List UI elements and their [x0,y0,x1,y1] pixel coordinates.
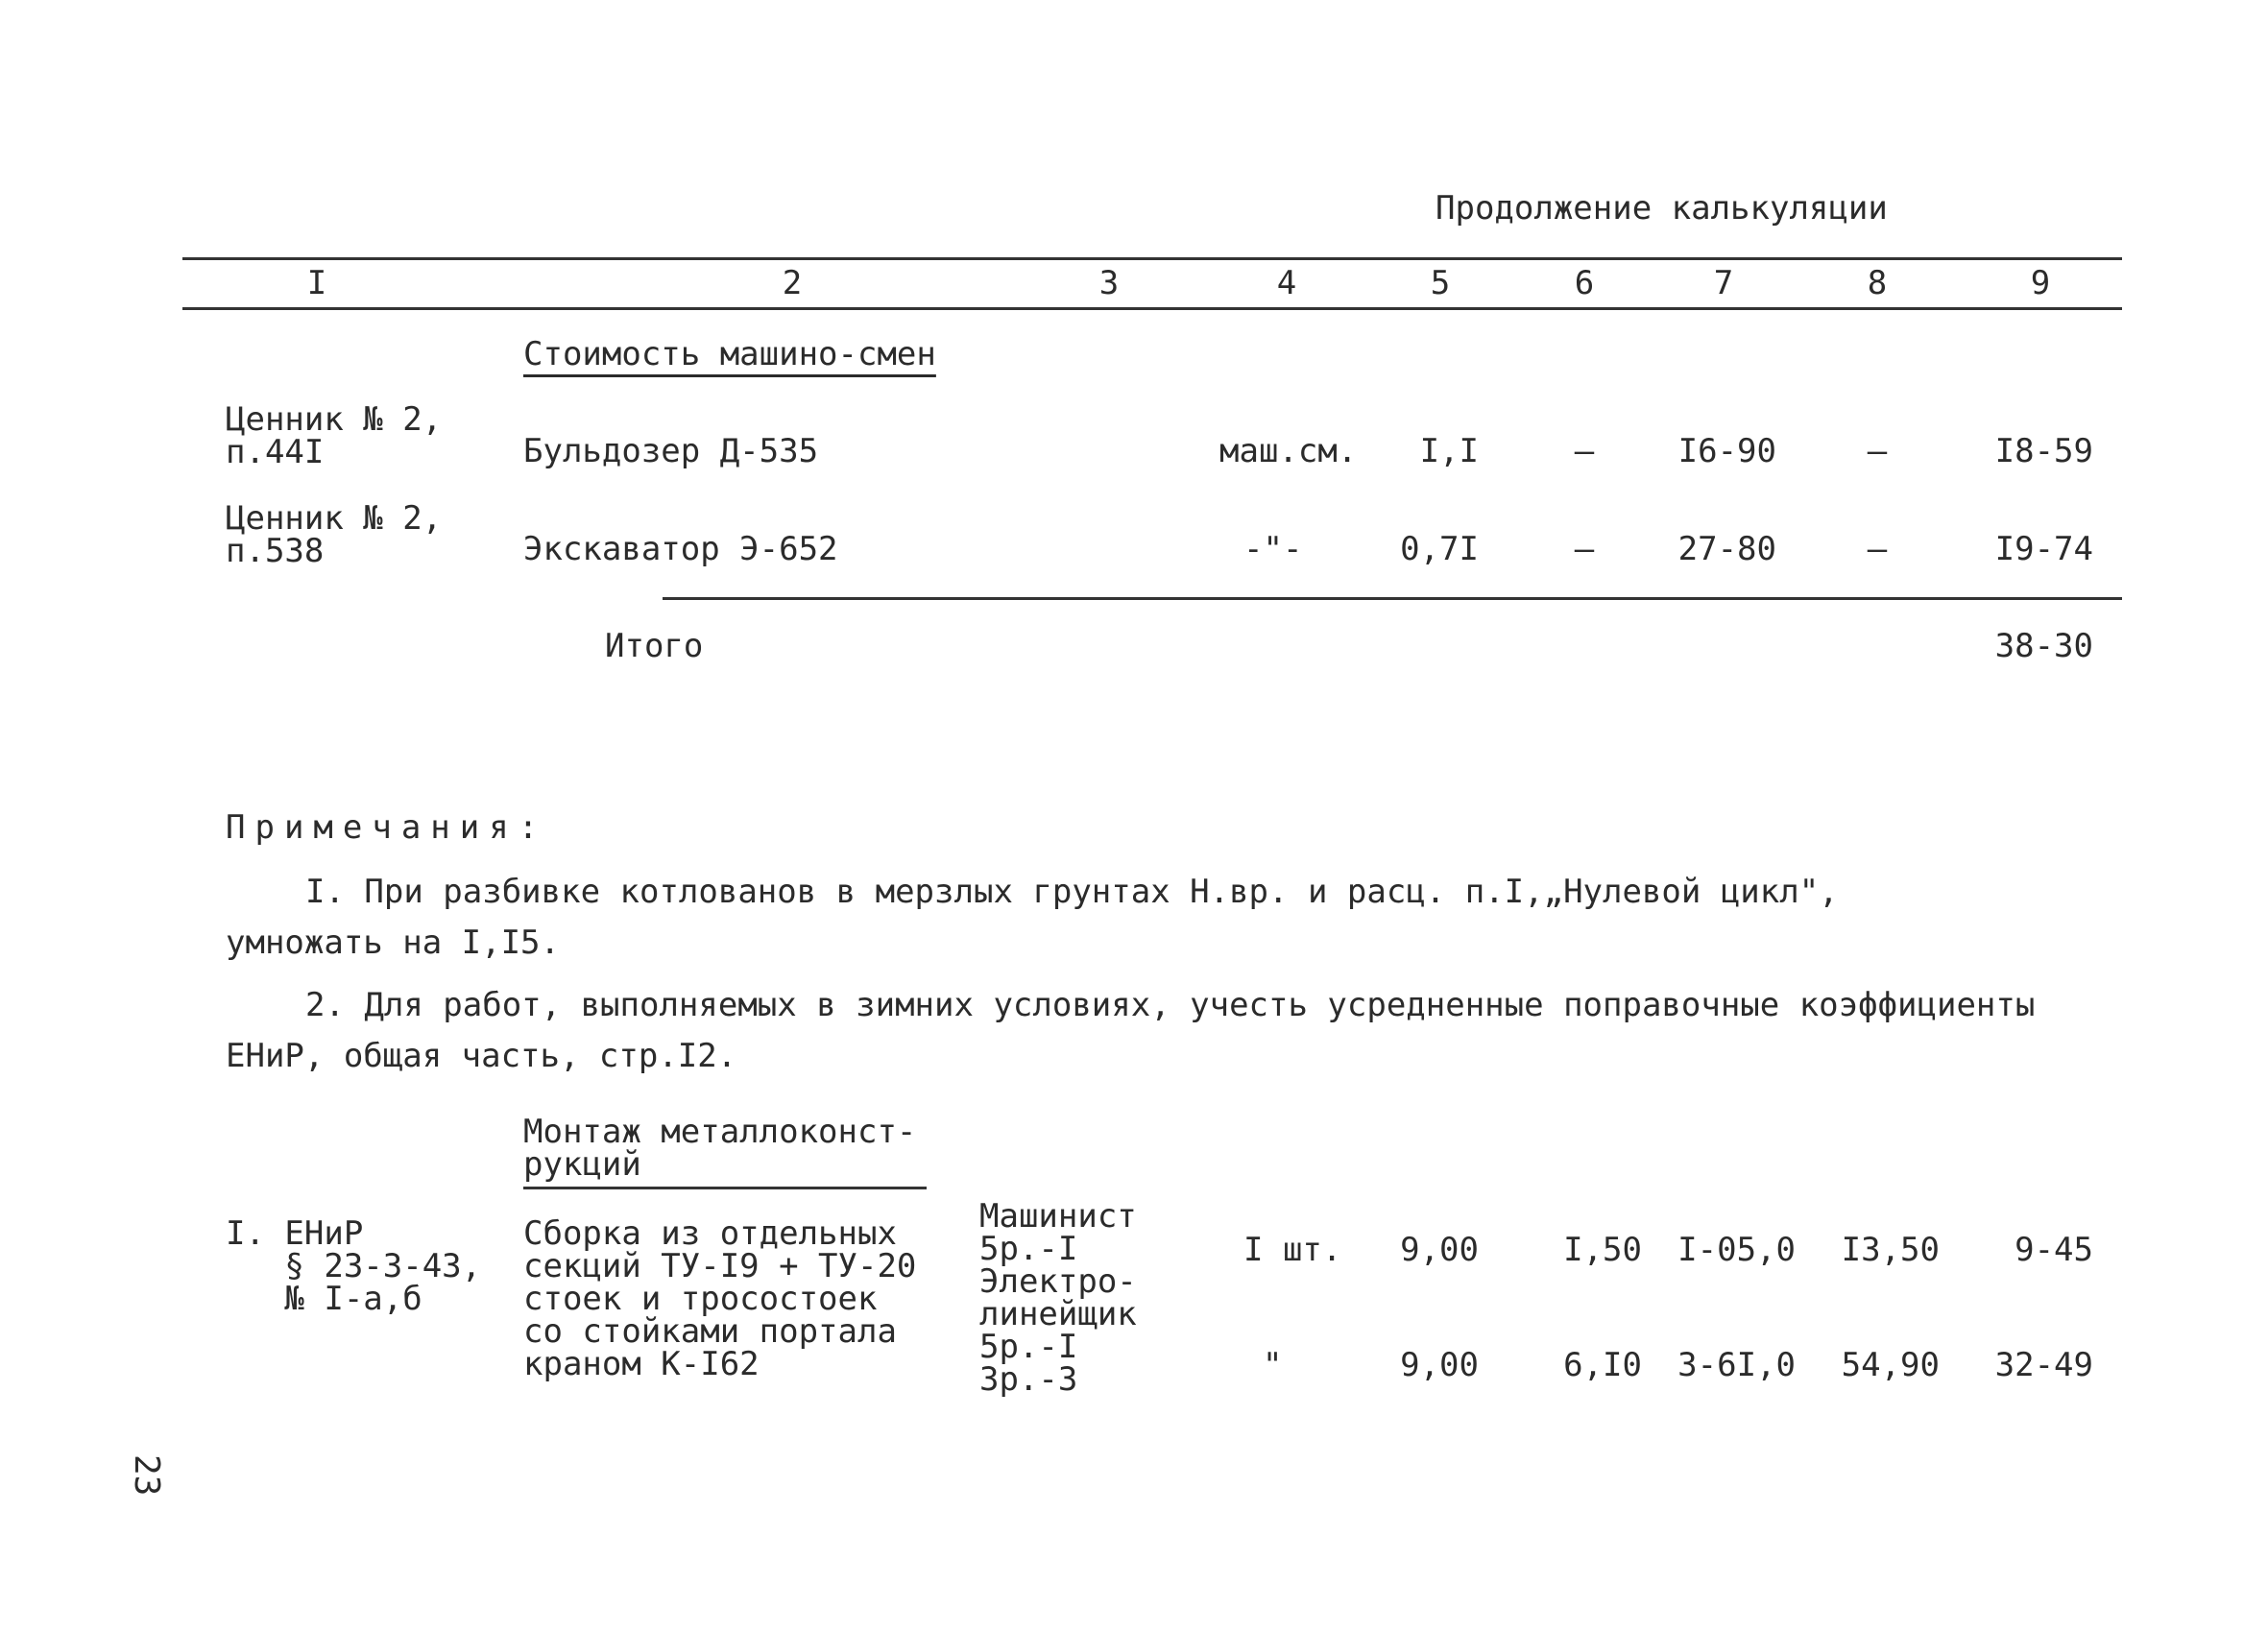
unit: I шт. [1243,1231,1342,1269]
unit: маш.см. [1219,432,1358,470]
price-list-reference: Ценник № 2, п.44I [226,400,443,471]
column-number: 5 [1430,264,1451,302]
quantity: I,I [1419,432,1479,470]
labor-cost: 54,90 [1841,1346,1940,1384]
rate: 3-6I,0 [1677,1346,1796,1384]
quantity: 9,00 [1400,1231,1479,1269]
continuation-caption: Продолжение калькуляции [1436,189,1888,228]
column-number: 9 [2030,264,2051,302]
column-number: 6 [1574,264,1595,302]
total-value: 38-30 [1994,627,2093,665]
rate: 27-80 [1677,530,1776,568]
total-cost: I8-59 [1994,432,2093,470]
page-number: 23 [127,1454,166,1497]
enir-reference: I. ЕНиР § 23-3-43, № I-а,б [226,1214,482,1318]
quantity: 0,7I [1400,530,1479,568]
work-description: Сборка из отдельных секций ТУ-I9 + ТУ-20 стоек и тросостоек со стойками портала краном К-I62 [523,1214,917,1383]
norm-time: 6,I0 [1563,1346,1642,1384]
note-1-line-1: I. При разбивке котлованов в мерзлых грунтах Н.вр. и расц. п.I,„Нулевой цикл", [305,873,1839,911]
quantity: 9,00 [1400,1346,1479,1384]
price-list-reference: Ценник № 2, п.538 [226,499,443,570]
crew-composition: Машинист 5р.-I Электро- линейщик 5р.-I 3р.-3 [979,1197,1137,1399]
rate: I6-90 [1677,432,1776,470]
labor-cost: – [1867,432,1888,470]
column-number: 3 [1098,264,1120,302]
notes-heading: Примечания: [226,808,548,847]
section-title-machine-shifts: Стоимость машино-смен [523,335,936,373]
column-number: 4 [1276,264,1297,302]
norm-time: – [1574,432,1595,470]
column-number: I [306,264,327,302]
subtotal-rule [663,597,2122,600]
norm-time: – [1574,530,1595,568]
column-number: 2 [782,264,803,302]
table-top-rule [182,257,2122,260]
rate: I-05,0 [1677,1231,1796,1269]
note-1-line-2: умножать на I,I5. [226,924,560,962]
column-number: 7 [1713,264,1734,302]
section-title-underline [523,1187,927,1189]
unit: " [1263,1346,1283,1384]
note-2-line-2: ЕНиР, общая часть, стр.I2. [226,1037,737,1075]
machine-name: Экскаватор Э-652 [523,530,838,568]
labor-cost: I3,50 [1841,1231,1940,1269]
total-cost: 32-49 [1994,1346,2093,1384]
machine-name: Бульдозер Д-535 [523,432,819,470]
table-header-bottom-rule [182,307,2122,310]
total-cost: 9-45 [2015,1231,2093,1269]
norm-time: I,50 [1563,1231,1642,1269]
note-2-line-1: 2. Для работ, выполняемых в зимних условиях, учесть усредненные поправочные коэффициенты [305,986,2036,1024]
column-number: 8 [1867,264,1888,302]
total-cost: I9-74 [1994,530,2093,568]
unit: -"- [1243,530,1303,568]
labor-cost: – [1867,530,1888,568]
section-title-steel-assembly: Монтаж металлоконст- рукций [523,1113,917,1184]
total-label: Итого [605,627,704,665]
